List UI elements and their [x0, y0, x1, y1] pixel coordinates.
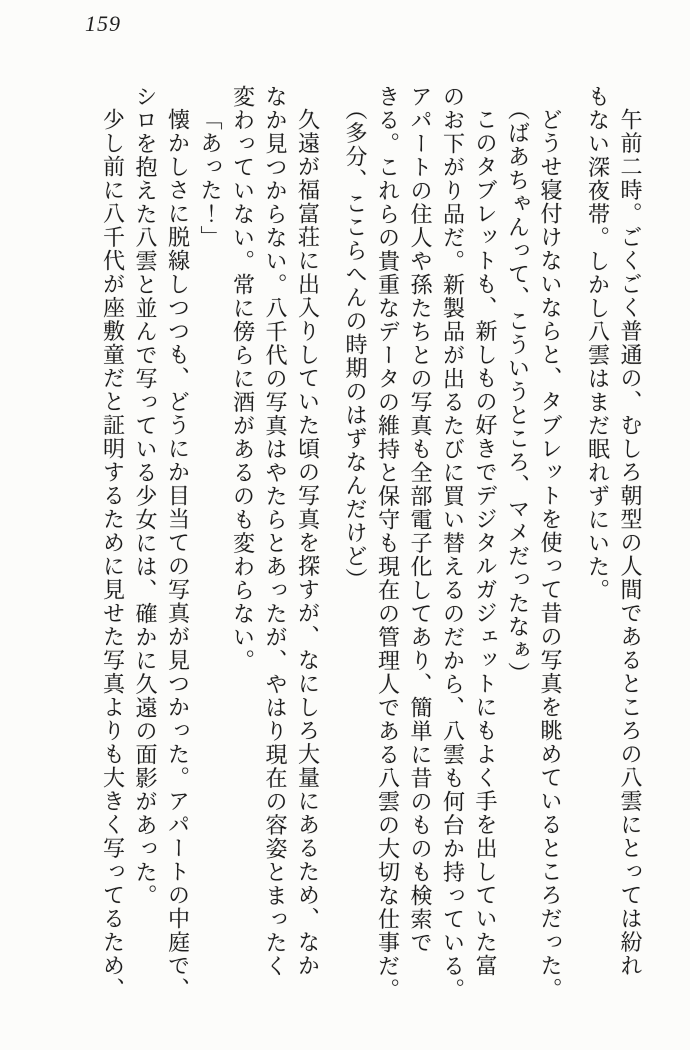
- text-column: 懐かしさに脱線しつつも、どうにか目当ての写真が見つかった。アパートの中庭で、: [165, 108, 191, 1001]
- text-column: （ばあちゃんって、こういうところ、マメだったなぁ）: [505, 98, 531, 686]
- text-column: シロを抱えた八雲と並んで写っている少女には、確かに久遠の面影があった。: [133, 85, 158, 908]
- page-number: 159: [85, 11, 121, 36]
- text-column: なか見つからない。八千代の写真はやたらとあったが、やはり現在の容姿とまったく: [263, 85, 288, 978]
- text-column: のお下がり品だ。新製品が出るたびに買い替えるのだから、八雲も何台か持っている。: [440, 85, 466, 1002]
- text-column: （多分、ここらへんの時期のはずなんだけど）: [343, 98, 368, 592]
- text-area: [96, 85, 646, 1010]
- text-column: きる。これらの貴重なデータの維持と保守も現在の管理人である八雲の大切な仕事だ。: [375, 85, 401, 1002]
- text-column: アパートの住人や孫たちとの写真も全部電子化してあり、簡単に昔のものも検索で: [408, 85, 433, 955]
- text-column: このタブレットも、新しもの好きでデジタルガジェットにもよく手を出していた富: [473, 108, 498, 978]
- text-column: 少し前に八千代が座敷童だと証明するために見せた写真よりも大きく写ってるため、: [100, 108, 126, 1001]
- text-column: もない深夜帯。しかし八雲はまだ眠れずにいた。: [585, 85, 611, 602]
- text-column: 変わっていない。常に傍らに酒があるのも変わらない。: [230, 85, 256, 673]
- text-column: 午前二時。ごくごく普通の、むしろ朝型の人間であるところの八雲にとっては紛れ: [618, 108, 643, 978]
- text-column: 「あった！」: [198, 108, 223, 249]
- text-column: どうせ寝付けないならと、タブレットを使って昔の写真を眺めているところだった。: [538, 108, 563, 1001]
- text-column: 久遠が福富荘に出入りしていた頃の写真を探すが、なにしろ大量にあるため、なか: [295, 108, 321, 978]
